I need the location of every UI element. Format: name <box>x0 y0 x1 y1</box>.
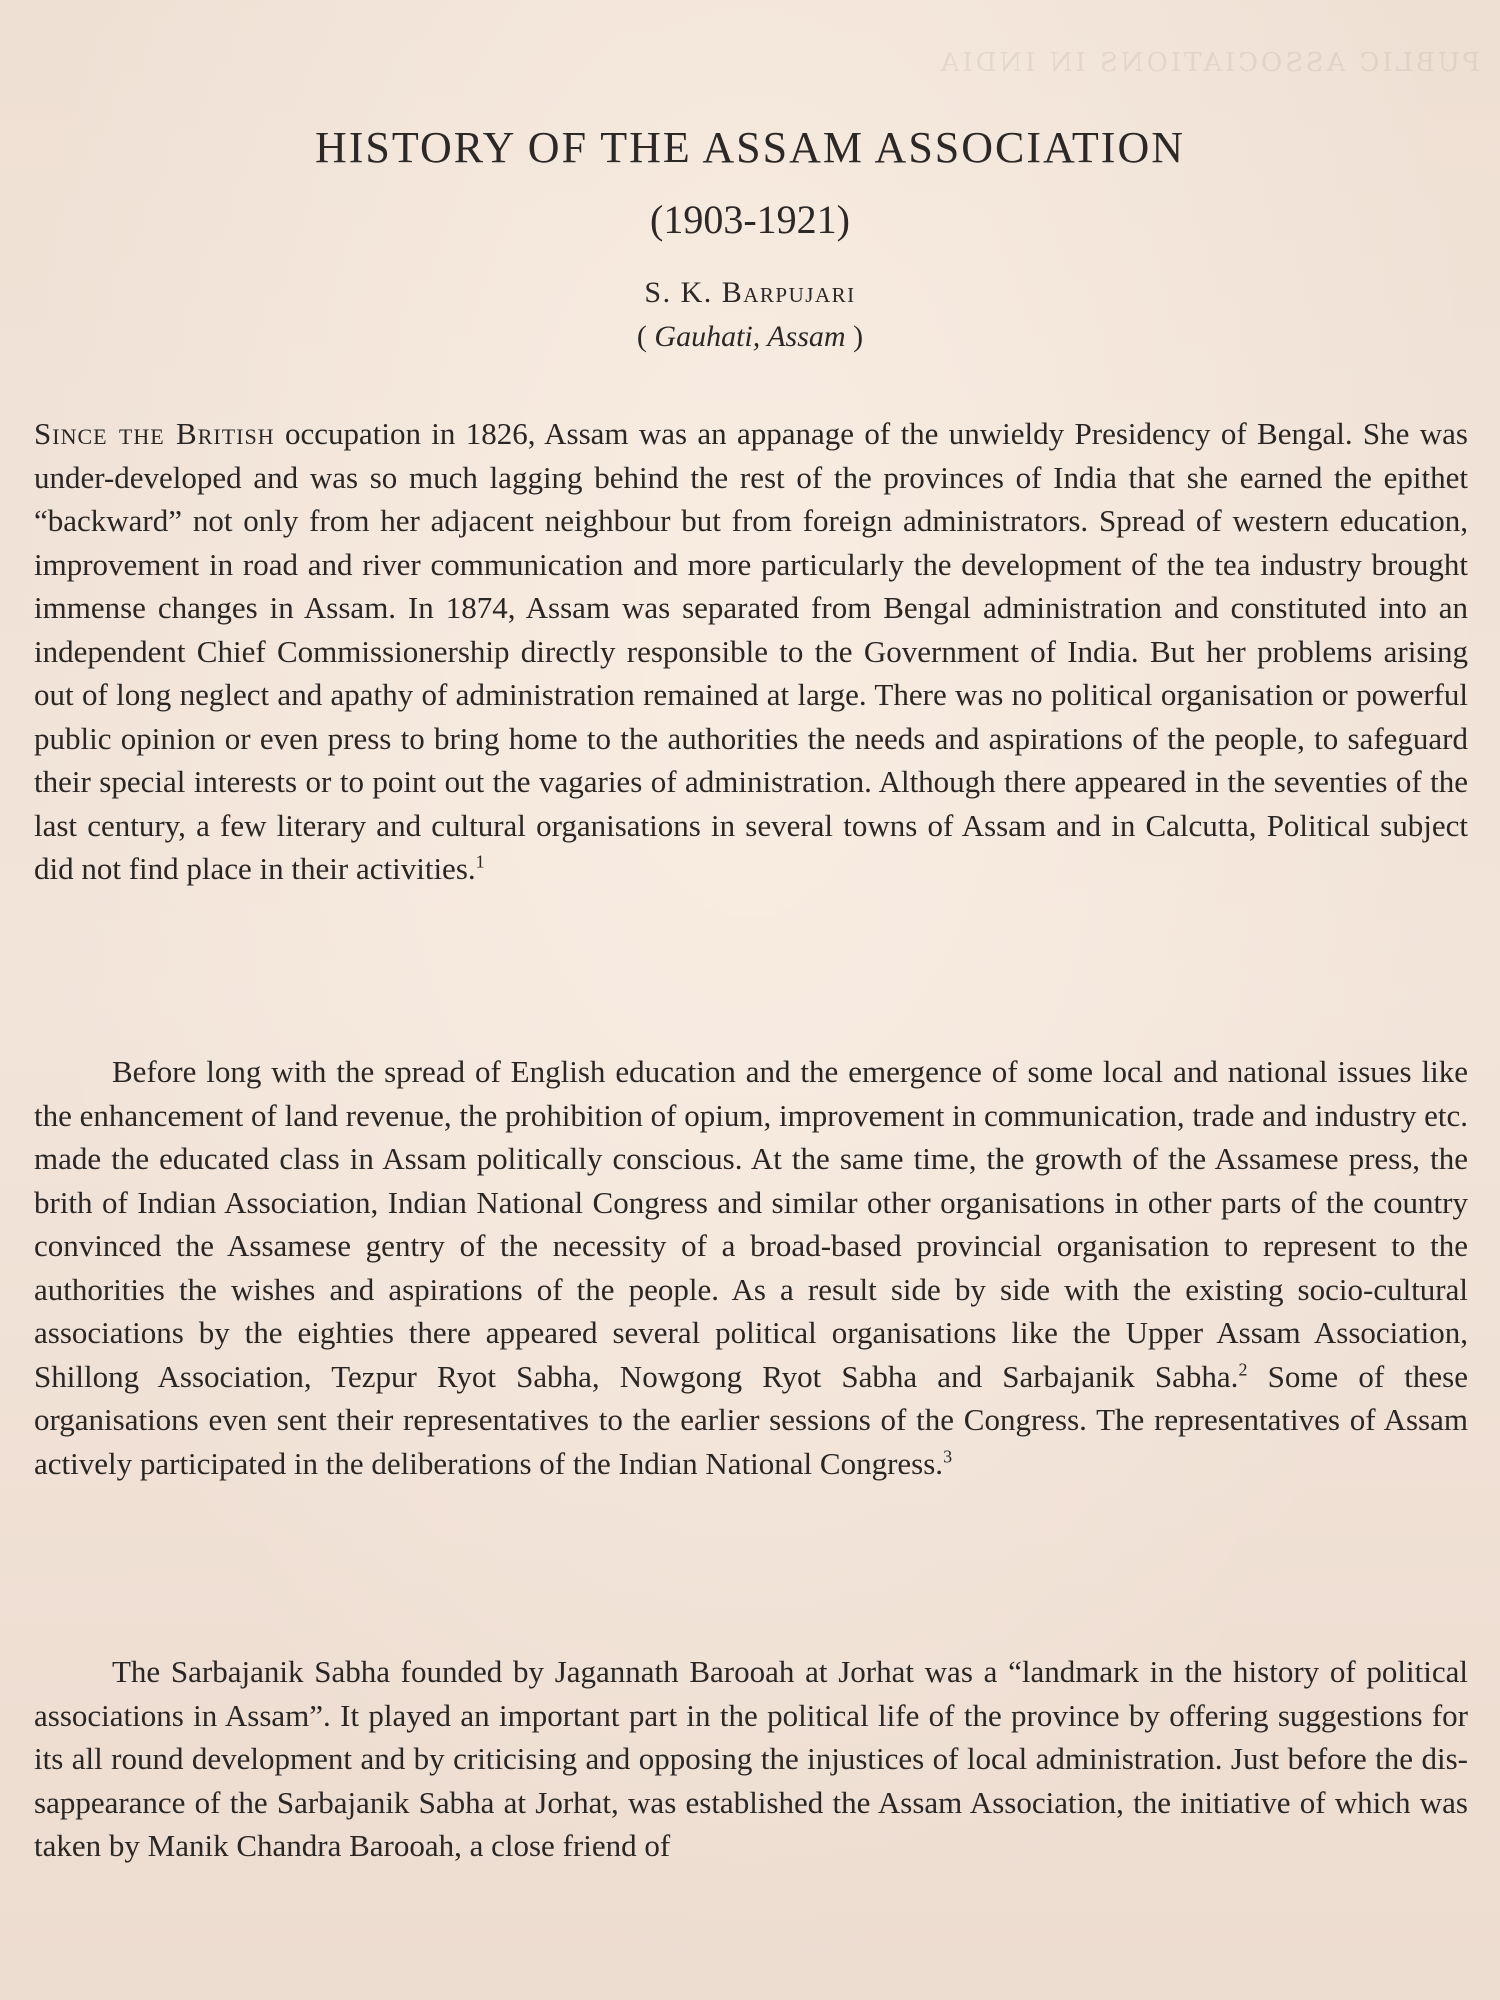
paragraph-3 <box>34 1650 1468 1868</box>
bleed-through-text: PUBLIC ASSOCIATIONS IN INDIA <box>937 48 1480 78</box>
footnote-ref-1: 1 <box>475 851 485 872</box>
paragraph-1 <box>34 412 1468 891</box>
paragraph-2-text: Before long with the spread of English education and the emergence of some local and national issues like the enhancement of land revenue, the prohibition of opium, improvement in communication, trade and industry etc. made the educated class in Assam politically conscious. At the same time, the growth of the Assamese press, the brith of Indian Association, Indian National Congress and similar other organisations in other parts of the country convinced the Assamese gentry of the necessity of a broad-based provincial organisation to represent to the authorities the wishes and aspirations of the people. As a result side by side with the existing socio-cultural associations by the eighties there appeared several political organisations like the Upper Assam Association, Shillong Association, Tezpur Ryot Sabha, Nowgong Ryot Sabha and Sarbajanik Sabha. <box>34 1054 1468 1394</box>
article-years: (1903-1921) <box>650 197 850 242</box>
paragraph-1-lead: Since the British <box>34 416 275 451</box>
footnote-ref-2: 2 <box>1238 1359 1248 1380</box>
author-name-text: S. K. Barpujari <box>644 276 856 309</box>
paragraph-2-text-b: Some of these organisations even sent their representatives to the earlier sessions of the Congress. The representatives of Assam actively participated in the deliberations of the Indian National Congress. <box>34 1358 1468 1481</box>
footnote-ref-3: 3 <box>943 1446 953 1467</box>
paragraph-1-text: occupation in 1826, Assam was an appanage of the unwieldy Presidency of Bengal. She was under-developed and was so much lagging behind the rest of the provinces of India that she earned the epithet “backward” not only from her adjacent neighbour but from foreign administrators. Spread of western education, improvement in road and river communication and more particularly the development of the tea industry brought immense changes in Assam. In 1874, Assam was separated from Bengal administration and constituted into an independent Chief Commissionership directly responsible to the Government of India. But her problems arising out of long neglect and apathy of administration remained at large. There was no political organisation or powerful public opinion or even press to bring home to the authorities the needs and aspirations of the people, to safeguard their special interests or to point out the vagaries of administration. Although there appeared in the seventies of the last century, a few literary and cultural organisations in several towns of Assam and in Calcutta, Political subject did not find place in their activities. <box>34 416 1468 886</box>
affiliation-open: ( <box>636 320 655 353</box>
paragraph-3-text: The Sarbajanik Sabha founded by Jagannath Barooah at Jorhat was a “landmark in the history of political associations in Assam”. It played an important part in the political life of the province by offering suggestions for its all round development and by criticising and opposing the injustices of local administration. Just before the dis-sappearance of the Sarbajanik Sabha at Jorhat, was established the Assam Association, the initiative of which was taken by Manik Chandra Barooah, a close friend of <box>34 1654 1468 1863</box>
author-affiliation <box>0 320 1500 354</box>
affiliation-text: Gauhati, Assam <box>654 320 846 353</box>
paragraph-2 <box>34 1050 1468 1485</box>
author-name <box>0 276 1500 310</box>
article-title: HISTORY OF THE ASSAM ASSOCIATION <box>314 123 1186 172</box>
affiliation-close: ) <box>845 320 864 353</box>
